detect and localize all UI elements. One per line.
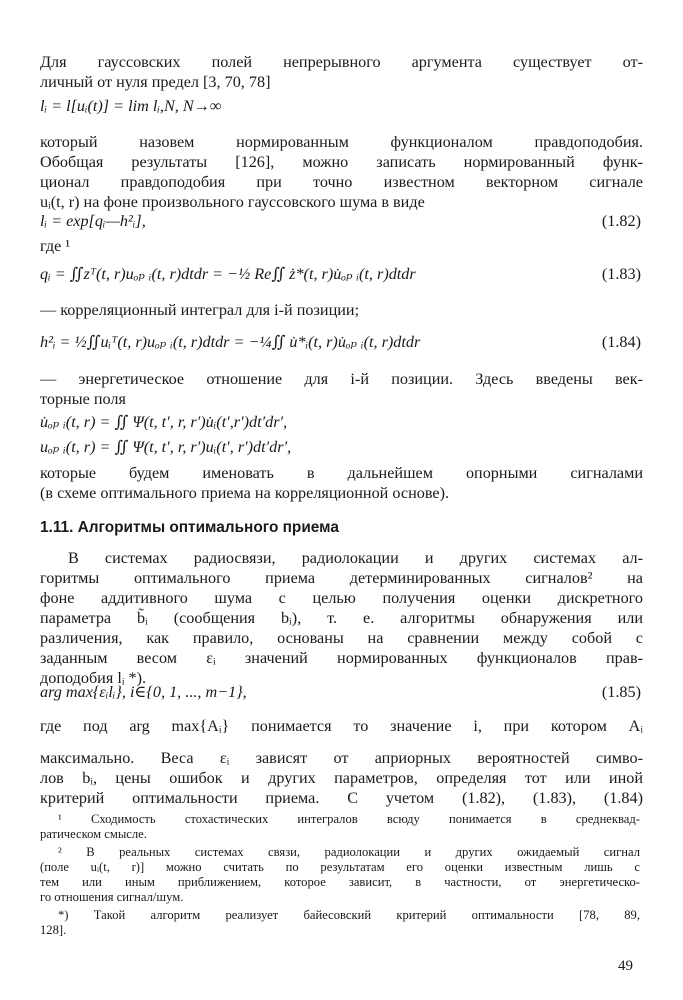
text-line: — энергетическое отношение для i-й позиции. Здесь введены век-	[40, 370, 643, 388]
equation-number: (1.82)	[601, 212, 641, 230]
text-line: горитмы оптимального приема детерминированных сигналов² на	[40, 569, 643, 587]
text-line: которые будем именовать в дальнейшем опорными сигналами	[40, 464, 643, 482]
equation-reference-complex: u̇ₒₚ ᵢ(t, r) = ∬ Ψ(t, t′, r, r′)u̇ᵢ(t′,r′)dt′dr′,	[40, 413, 288, 431]
page-number: 49	[618, 958, 633, 974]
footnote-line: *) Такой алгоритм реализует байесовский критерий оптимальности [78, 89,	[58, 908, 640, 922]
text-line: где под arg max{Aᵢ} понимается то значение i, при котором Aᵢ	[40, 717, 643, 735]
text-line: ционал правдоподобия при точно известном векторном сигнале	[40, 173, 643, 191]
section-heading: 1.11. Алгоритмы оптимального приема	[40, 519, 339, 536]
equation-1-85: arg max{εᵢlᵢ}, i∈{0, 1, ..., m−1},	[40, 683, 247, 701]
text-line: критерий оптимальности приема. С учетом (1.82), (1.83), (1.84)	[40, 789, 643, 807]
footnote-line: ¹ Сходимость стохастических интегралов всюду понимается в среднеквад-	[58, 812, 640, 826]
text-line: (в схеме оптимального приема на корреляционной основе).	[40, 484, 450, 502]
text-line: различения, как правило, основаны на сравнении между собой с	[40, 629, 643, 647]
equation-limit: lᵢ = l[uᵢ(t)] = lim lᵢ,N, N→∞	[40, 97, 222, 115]
equation-1-84: h²ᵢ = ½∬uᵢᵀ(t, r)uₒₚ ᵢ(t, r)dtdr = −¼∬ u̇*ᵢ(t, r)u̇ₒₚ ᵢ(t, r)dtdr	[40, 333, 421, 351]
footnote-line: ратическом смысле.	[40, 827, 147, 841]
text-line: фоне аддитивного шума с целью получения оценки дискретного	[40, 589, 643, 607]
text-line: доподобия lᵢ *).	[40, 669, 147, 687]
text-line: лов bᵢ, цены ошибок и других параметров, определяя тот или иной	[40, 769, 643, 787]
footnote-line: (поле uᵢ(t, r)] можно считать по результатам его оценки известным лишь с	[40, 860, 640, 874]
text-line: uᵢ(t, r) на фоне произвольного гауссовского шума в виде	[40, 193, 425, 211]
text-line: личный от нуля предел [3, 70, 78]	[40, 73, 271, 91]
text-line: В системах радиосвязи, радиолокации и других системах ал-	[68, 549, 643, 567]
text-line: параметра b̃ᵢ (сообщения bᵢ), т. е. алгоритмы обнаружения или	[40, 609, 643, 627]
text-line: Для гауссовских полей непрерывного аргумента существует от-	[40, 53, 643, 71]
equation-number: (1.83)	[601, 265, 641, 283]
text-line: торные поля	[40, 390, 126, 408]
text-line: максимально. Веса εᵢ зависят от априорных вероятностей симво-	[40, 749, 643, 767]
equation-reference-real: uₒₚ ᵢ(t, r) = ∬ Ψ(t, t′, r, r′)uᵢ(t′, r′)dt′dr′,	[40, 438, 292, 456]
footnote-line: 128].	[40, 923, 67, 937]
text-line: Обобщая результаты [126], можно записать нормированный функ-	[40, 153, 643, 171]
footnote-line: ² В реальных системах связи, радиолокации и других ожидаемый сигнал	[58, 845, 640, 859]
equation-number: (1.84)	[601, 333, 641, 351]
text-line: заданным весом εᵢ значений нормированных функционалов прав-	[40, 649, 643, 667]
text-line: который назовем нормированным функционалом правдоподобия.	[40, 133, 643, 151]
text-line: — корреляционный интеграл для i-й позиции;	[40, 301, 360, 319]
equation-1-83: qᵢ = ∬zᵀ(t, r)uₒₚ ᵢ(t, r)dtdr = −½ Re∬ ż*(t, r)u̇ₒₚ ᵢ(t, r)dtdr	[40, 265, 416, 283]
text-line: где ¹	[40, 237, 71, 255]
footnote-line: тем или иным приближением, которое зависит, в частности, от энергетическо-	[40, 875, 640, 889]
equation-number: (1.85)	[601, 683, 641, 701]
footnote-line: го отношения сигнал/шум.	[40, 890, 184, 904]
equation-1-82: lᵢ = exp[qᵢ—h²ᵢ],	[40, 212, 146, 230]
